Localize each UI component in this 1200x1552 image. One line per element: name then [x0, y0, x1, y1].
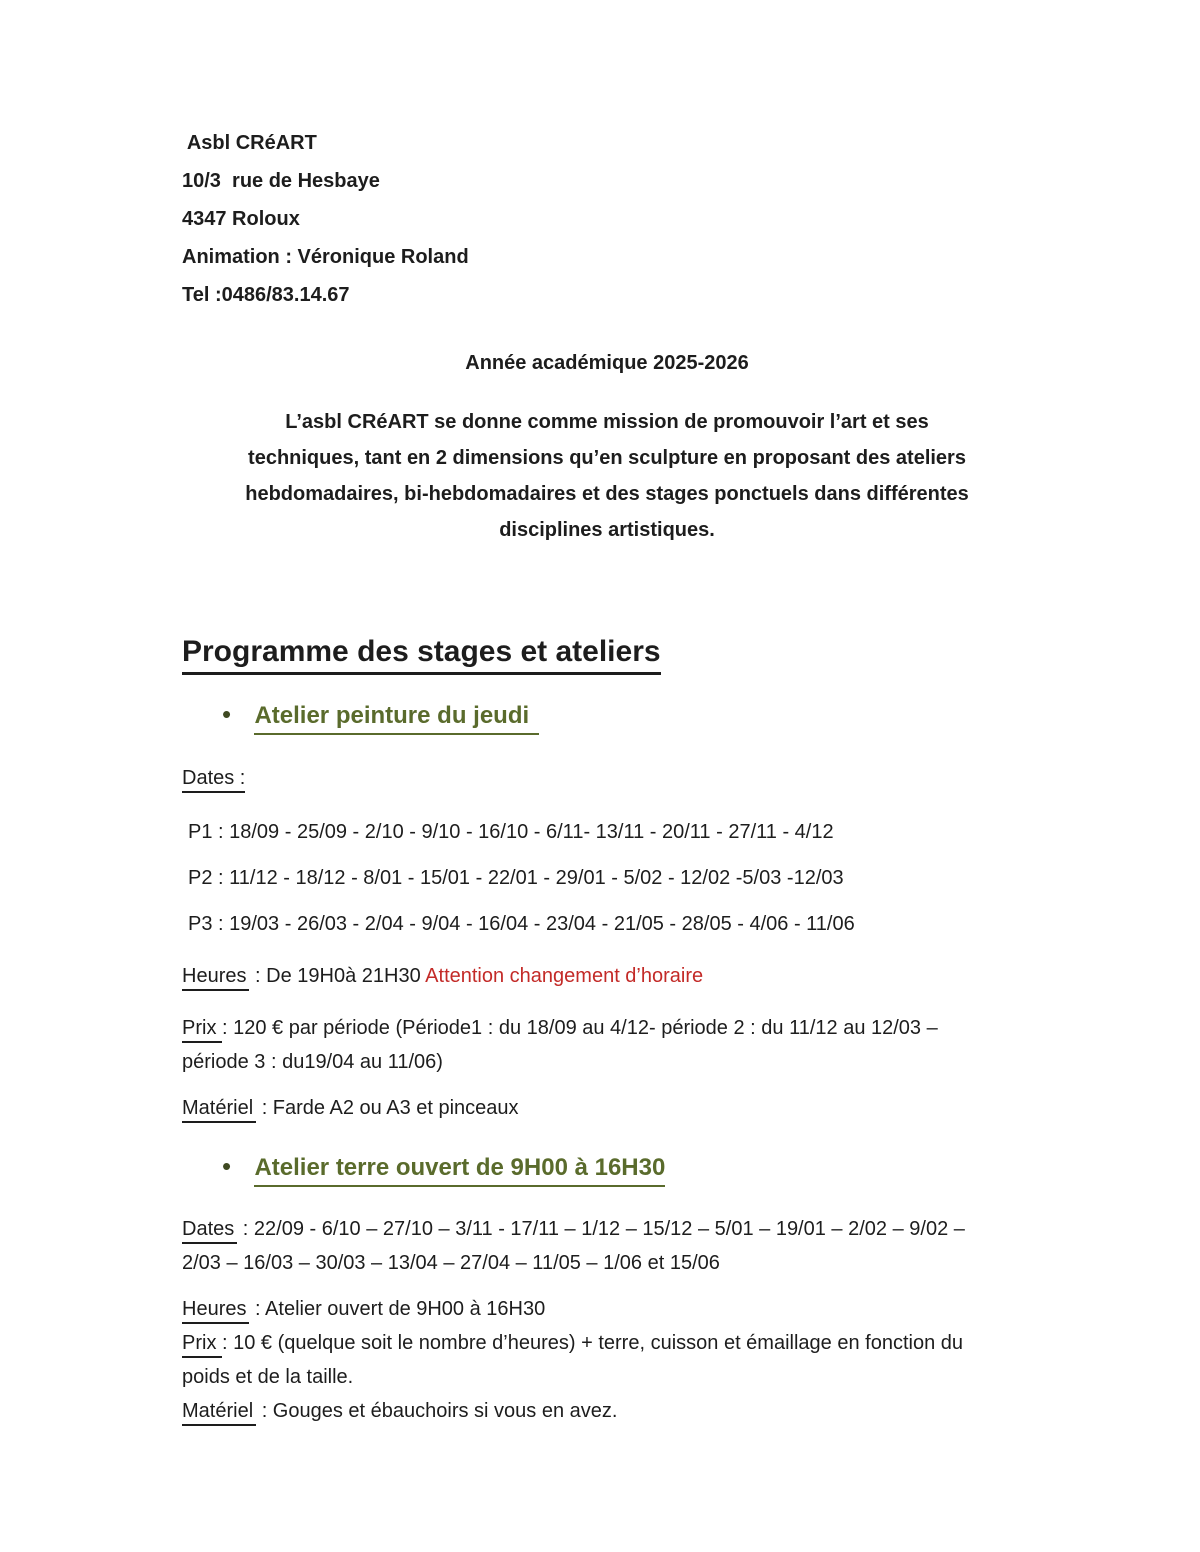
dates-p3: P3 : 19/03 - 26/03 - 2/04 - 9/04 - 16/04 - 23/04 - 21/05 - 28/05 - 4/06 - 11/06: [188, 913, 855, 935]
heures-line-terre: [182, 1292, 1032, 1326]
dates-heading-peinture: [182, 761, 1032, 795]
prix-line-peinture: [182, 1011, 1032, 1079]
heures-text: : De 19H0à 21H30: [249, 965, 426, 987]
schedule-alert: Attention changement d’horaire: [425, 965, 704, 987]
materiel-label: Matériel: [182, 1095, 256, 1123]
academic-year-title: Année académique 2025-2026: [465, 352, 749, 374]
phone-line: Tel :0486/83.14.67: [182, 284, 350, 306]
atelier-terre-title: Atelier terre ouvert de 9H00 à 16H30: [254, 1153, 665, 1187]
city-line: 4347 Roloux: [182, 208, 300, 230]
heures-label: Heures: [182, 963, 249, 991]
animation-line: Animation : Véronique Roland: [182, 246, 469, 268]
atelier-terre-item: [182, 1147, 1032, 1190]
mission-line: hebdomadaires, bi-hebdomadaires et des stages ponctuels dans différentes: [245, 483, 969, 505]
mission-line: disciplines artistiques.: [499, 519, 715, 541]
dates-text: : 22/09 - 6/10 – 27/10 – 3/11 - 17/11 – 1/12 – 15/12 – 5/01 – 19/01 – 2/02 – 9/02 –: [237, 1218, 965, 1240]
mission-paragraph: [182, 404, 1032, 548]
materiel-text: : Farde A2 ou A3 et pinceaux: [256, 1097, 519, 1119]
prix-text: : 10 € (quelque soit le nombre d’heures) + terre, cuisson et émaillage en fonction du: [222, 1332, 963, 1354]
prix-text: : 120 € par période (Période1 : du 18/09 au 4/12- période 2 : du 11/12 au 12/03 –: [222, 1017, 938, 1039]
mission-line: techniques, tant en 2 dimensions qu’en sculpture en proposant des ateliers: [248, 447, 966, 469]
materiel-text: : Gouges et ébauchoirs si vous en avez.: [256, 1400, 618, 1422]
program-heading: [182, 630, 1032, 675]
prix-line-terre: [182, 1326, 1032, 1394]
dates-label: Dates: [182, 1216, 237, 1244]
address-line: 10/3 rue de Hesbaye: [182, 170, 380, 192]
bullet-icon: •: [222, 699, 232, 729]
heures-label: Heures: [182, 1296, 249, 1324]
atelier-peinture-title: Atelier peinture du jeudi: [254, 701, 539, 735]
prix-label: Prix: [182, 1330, 222, 1358]
bullet-icon: •: [222, 1151, 232, 1181]
prix-label: Prix: [182, 1015, 222, 1043]
materiel-line-peinture: [182, 1091, 1032, 1125]
materiel-label: Matériel: [182, 1398, 256, 1426]
heures-text: : Atelier ouvert de 9H00 à 16H30: [249, 1298, 546, 1320]
mission-line: L’asbl CRéART se donne comme mission de promouvoir l’art et ses: [285, 411, 929, 433]
program-heading-text: Programme des stages et ateliers: [182, 634, 661, 675]
dates-label: Dates :: [182, 765, 245, 793]
dates-line-terre: [182, 1212, 1032, 1280]
materiel-line-terre: [182, 1394, 1032, 1428]
org-name: Asbl CRéART: [182, 132, 317, 154]
dates-text-continued: 2/03 – 16/03 – 30/03 – 13/04 – 27/04 – 11/05 – 1/06 et 15/06: [182, 1252, 720, 1274]
heures-line-peinture: [182, 959, 1032, 993]
dates-p2: P2 : 11/12 - 18/12 - 8/01 - 15/01 - 22/01 - 29/01 - 5/02 - 12/02 -5/03 -12/03: [188, 867, 844, 889]
atelier-peinture-item: [182, 695, 1032, 738]
letterhead: [182, 124, 1032, 314]
prix-text-continued: poids et de la taille.: [182, 1366, 354, 1388]
dates-p1: P1 : 18/09 - 25/09 - 2/10 - 9/10 - 16/10 - 6/11- 13/11 - 20/11 - 27/11 - 4/12: [188, 821, 834, 843]
prix-text-continued: période 3 : du19/04 au 11/06): [182, 1051, 443, 1073]
